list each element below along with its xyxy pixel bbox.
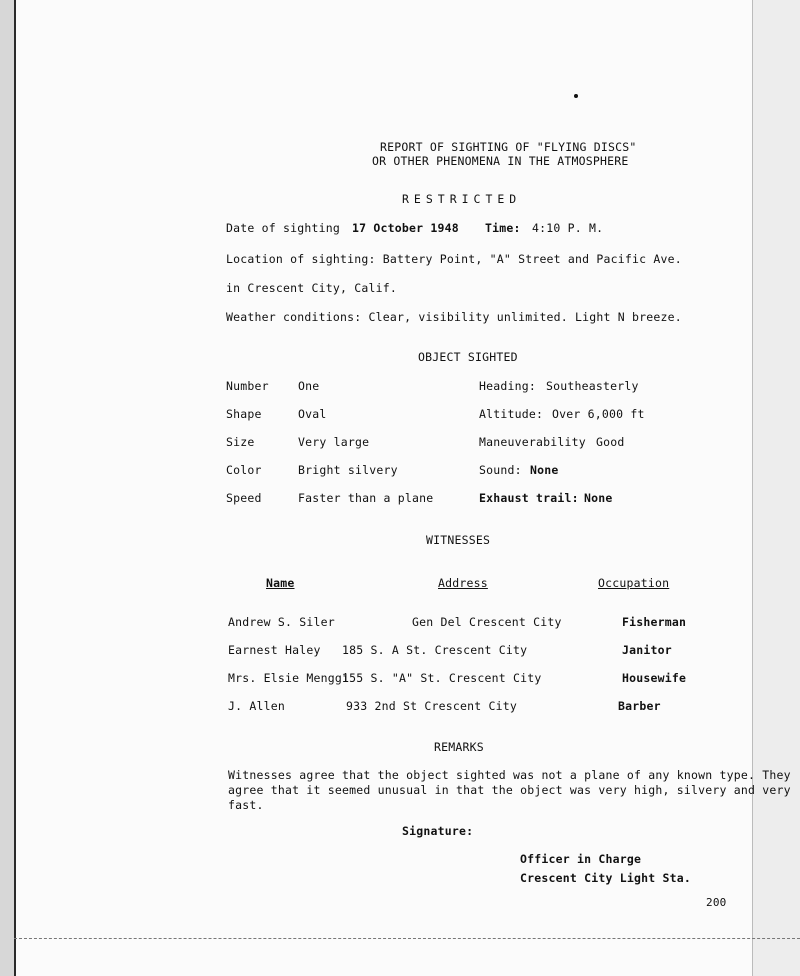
object-right-label: Sound: <box>479 463 522 477</box>
object-left-value: One <box>298 379 320 393</box>
remarks-line-2: agree that it seemed unusual in that the object was very high, silvery and very <box>228 783 791 797</box>
object-left-value: Very large <box>298 435 370 449</box>
col-occupation: Occupation <box>598 576 670 590</box>
witnesses-heading: WITNESSES <box>426 533 491 547</box>
witness-address: 185 S. A St. Crescent City <box>342 643 528 657</box>
weather-conditions: Weather conditions: Clear, visibility unlimited. Light N breeze. <box>226 310 682 324</box>
object-right-value: Over 6,000 ft <box>552 407 645 421</box>
witness-address: Gen Del Crescent City <box>412 615 562 629</box>
object-right-label: Heading: <box>479 379 536 393</box>
signature-label: Signature: <box>402 824 474 838</box>
object-right-value: None <box>530 463 559 477</box>
location-line-1: Location of sighting: Battery Point, "A" Street and Pacific Ave. <box>226 252 682 266</box>
object-right-value: Good <box>596 435 625 449</box>
object-right-label: Maneuverability <box>479 435 586 449</box>
location-line-2: in Crescent City, Calif. <box>226 281 397 295</box>
witness-name: Mrs. Elsie Menggi <box>228 671 350 685</box>
time-value: 4:10 P. M. <box>532 221 604 235</box>
page-number: 200 <box>706 896 727 909</box>
object-right-value: Southeasterly <box>546 379 639 393</box>
remarks-heading: REMARKS <box>434 740 484 754</box>
ink-dot <box>574 94 578 98</box>
object-left-label: Color <box>226 463 262 477</box>
object-left-label: Size <box>226 435 255 449</box>
title-line-1: REPORT OF SIGHTING OF "FLYING DISCS" <box>380 140 637 154</box>
object-left-label: Shape <box>226 407 262 421</box>
scan-margin <box>752 0 800 976</box>
title-line-2: OR OTHER PHENOMENA IN THE ATMOSPHERE <box>372 154 629 168</box>
object-right-label: Exhaust trail: <box>479 491 579 505</box>
object-left-value: Oval <box>298 407 327 421</box>
object-right-label: Altitude: <box>479 407 544 421</box>
witness-occupation: Fisherman <box>622 615 687 629</box>
time-label: Time: <box>485 221 521 235</box>
remarks-line-3: fast. <box>228 798 264 812</box>
witness-occupation: Janitor <box>622 643 672 657</box>
witness-occupation: Barber <box>618 699 661 713</box>
remarks-line-1: Witnesses agree that the object sighted was not a plane of any known type. They <box>228 768 791 782</box>
witness-name: Andrew S. Siler <box>228 615 335 629</box>
object-left-value: Bright silvery <box>298 463 398 477</box>
witness-name: Earnest Haley <box>228 643 321 657</box>
classification-stamp: RESTRICTED <box>402 192 522 206</box>
witness-address: 155 S. "A" St. Crescent City <box>342 671 542 685</box>
object-left-value: Faster than a plane <box>298 491 434 505</box>
date-value: 17 October 1948 <box>352 221 459 235</box>
witness-address: 933 2nd St Crescent City <box>346 699 517 713</box>
date-label: Date of sighting <box>226 221 340 235</box>
object-left-label: Number <box>226 379 269 393</box>
object-heading: OBJECT SIGHTED <box>418 350 518 364</box>
col-address: Address <box>438 576 488 590</box>
scan-edge <box>14 938 800 940</box>
witness-name: J. Allen <box>228 699 285 713</box>
witness-occupation: Housewife <box>622 671 687 685</box>
signature-line-2: Crescent City Light Sta. <box>520 871 691 885</box>
object-right-value: None <box>584 491 613 505</box>
object-left-label: Speed <box>226 491 262 505</box>
col-name: Name <box>266 576 295 590</box>
signature-line-1: Officer in Charge <box>520 852 642 866</box>
